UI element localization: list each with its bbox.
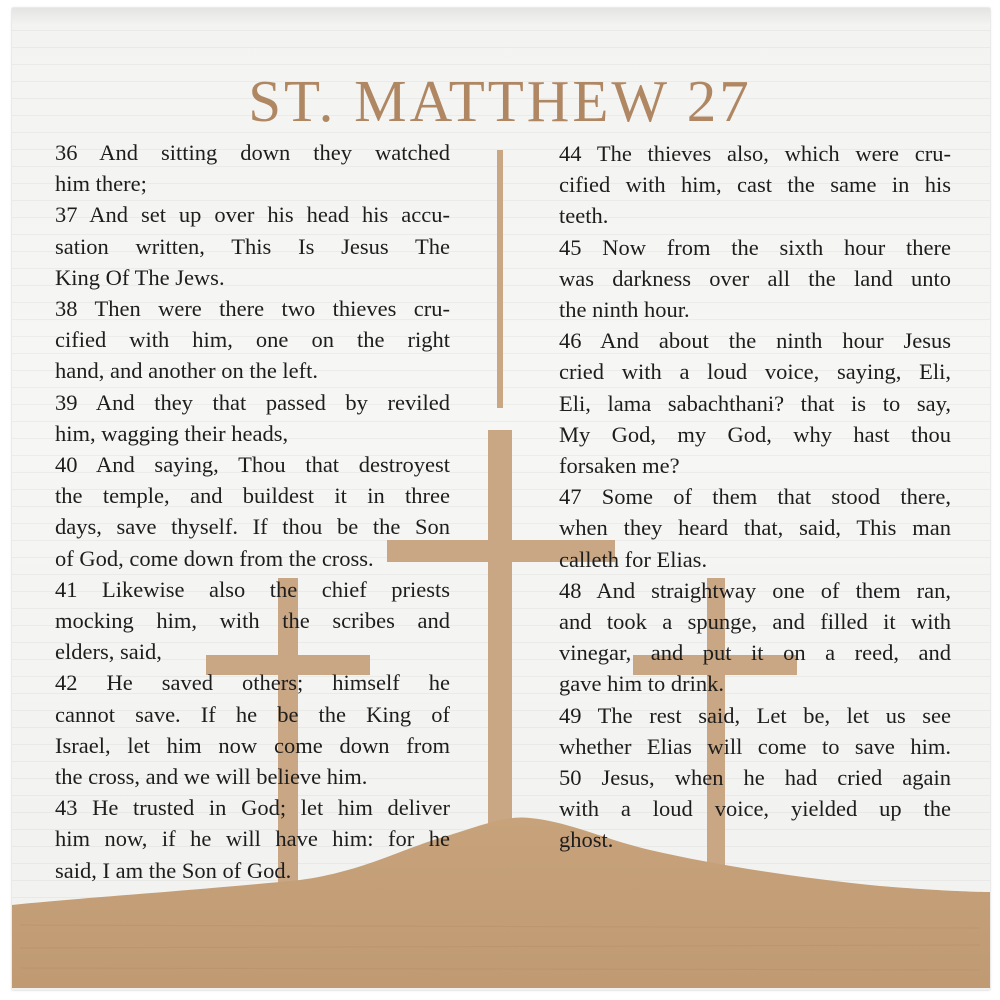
verse-line: ghost. bbox=[559, 827, 614, 853]
verse-line: 43 He trusted in God; let him deliver bbox=[55, 795, 450, 821]
verse-line: 41 Likewise also the chief priests bbox=[55, 576, 450, 602]
verse-line: cified with him, cast the same in his bbox=[559, 172, 951, 198]
verse-line: 42 He saved others; himself he bbox=[55, 670, 450, 696]
verse-line: teeth. bbox=[559, 203, 609, 229]
verse-line: gave him to drink. bbox=[559, 671, 724, 697]
verse-line: 45 Now from the sixth hour there bbox=[559, 234, 951, 260]
verse-line: King Of The Jews. bbox=[55, 264, 225, 290]
verse-line: cried with a loud voice, saying, Eli, bbox=[559, 359, 951, 385]
verse-line: the temple, and buildest it in three bbox=[55, 483, 450, 509]
verse-line: of God, come down from the cross. bbox=[55, 545, 374, 571]
verse-line: calleth for Elias. bbox=[559, 546, 708, 572]
verse-line: 44 The thieves also, which were cru- bbox=[559, 141, 951, 166]
verse-line: 37 And set up over his head his accu- bbox=[55, 202, 450, 228]
verse-line: him, wagging their heads, bbox=[55, 420, 289, 446]
verse-line: him there; bbox=[55, 171, 147, 197]
verse-line: 48 And straightway one of them ran, bbox=[559, 577, 951, 603]
verse-line: 46 And about the ninth hour Jesus bbox=[559, 328, 951, 354]
verse-line: and took a spunge, and filled it with bbox=[559, 609, 951, 634]
verse-line: 39 And they that passed by reviled bbox=[55, 389, 450, 415]
verse-line: 49 The rest said, Let be, let us see bbox=[559, 702, 951, 728]
verse-line: the cross, and we will believe him. bbox=[55, 764, 368, 789]
verse-line: hand, and another on the left. bbox=[55, 358, 319, 384]
verse-line: mocking him, with the scribes and bbox=[55, 608, 450, 633]
verse-line: 50 Jesus, when he had cried again bbox=[559, 765, 951, 790]
verse-line: was darkness over all the land unto bbox=[559, 265, 951, 291]
verse-line: My God, my God, why hast thou bbox=[559, 421, 951, 447]
verse-line: him now, if he will have him: for he bbox=[55, 826, 450, 852]
verse-line: when they heard that, said, This man bbox=[559, 515, 951, 541]
verse-line: the ninth hour. bbox=[559, 297, 690, 322]
verse-line: 47 Some of them that stood there, bbox=[559, 484, 951, 510]
verse-line: 36 And sitting down they watched bbox=[55, 140, 450, 165]
verse-line: elders, said, bbox=[55, 639, 162, 665]
verse-line: cannot save. If he be the King of bbox=[55, 701, 450, 727]
verse-line: days, save thyself. If thou be the Son bbox=[55, 514, 450, 540]
verse-line: 38 Then were there two thieves cru- bbox=[55, 296, 450, 321]
center-cross-top-line bbox=[497, 150, 503, 408]
verse-line: cified with him, one on the right bbox=[55, 327, 450, 353]
sign-title: ST. MATTHEW 27 bbox=[248, 68, 752, 134]
verse-line: whether Elias will come to save him. bbox=[559, 733, 951, 759]
verse-line: forsaken me? bbox=[559, 453, 680, 478]
verse-line: 40 And saying, Thou that destroyest bbox=[55, 452, 450, 477]
verse-line: sation written, This Is Jesus The bbox=[55, 233, 450, 259]
verse-line: with a loud voice, yielded up the bbox=[559, 796, 951, 822]
verse-line: vinegar, and put it on a reed, and bbox=[559, 640, 951, 666]
verse-line: Eli, lama sabachthani? that is to say, bbox=[559, 390, 951, 416]
verse-line: Israel, let him now come down from bbox=[55, 732, 450, 758]
verse-line: said, I am the Son of God. bbox=[55, 857, 292, 883]
